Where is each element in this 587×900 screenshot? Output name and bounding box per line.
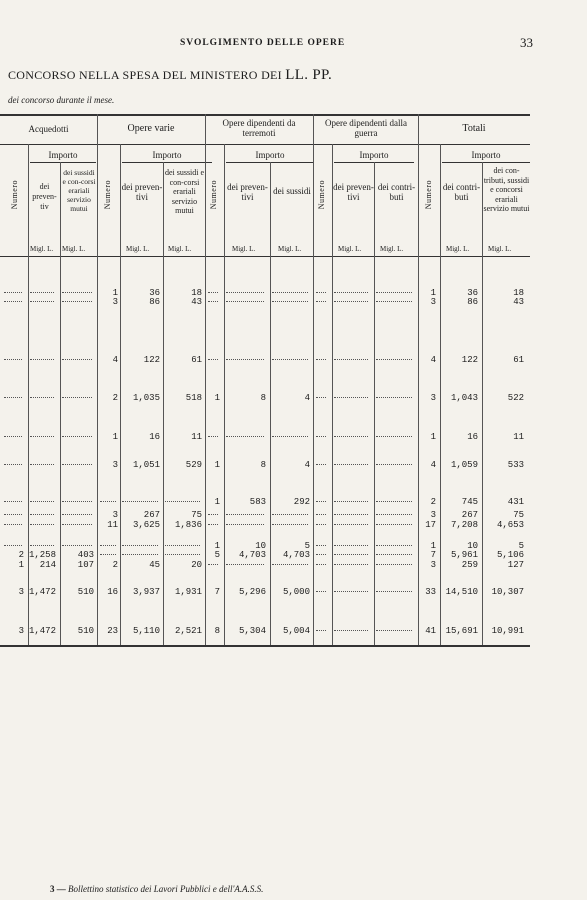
dot-leader [334, 359, 368, 360]
cell-tot-c: 14,510 [445, 587, 478, 597]
dot-leader [376, 630, 412, 631]
dot-leader [334, 397, 368, 398]
dot-leader [226, 564, 264, 565]
table-row [0, 520, 530, 532]
cell-tot-c: 15,691 [445, 626, 478, 636]
dot-leader [30, 301, 54, 302]
cell-tot-n: 1 [430, 541, 436, 551]
cell-tot-n: 3 [430, 560, 436, 570]
dot-leader [334, 591, 368, 592]
footer-page-ref: 3 — [50, 884, 66, 894]
numero-acq: Numero [10, 180, 19, 210]
dot-leader [62, 359, 92, 360]
dot-leader [62, 436, 92, 437]
cell-var-n: 2 [112, 393, 118, 403]
unit-ter-s: Migl. L. [278, 245, 302, 253]
cell-ter-s: 5,004 [282, 626, 310, 636]
cell-tot-c: 86 [467, 297, 478, 307]
cell-var-s: 518 [185, 393, 202, 403]
dot-leader [62, 464, 92, 465]
cell-tot-s: 533 [507, 460, 524, 470]
cell-var-s: 61 [191, 355, 202, 365]
cell-var-n: 11 [107, 520, 118, 530]
dot-leader [62, 397, 92, 398]
dot-leader [272, 524, 308, 525]
dot-leader [334, 301, 368, 302]
cell-var-p: 5,110 [132, 626, 160, 636]
unit-var-p: Migl. L. [126, 245, 150, 253]
dot-leader [62, 545, 92, 546]
dot-leader [30, 501, 54, 502]
cell-var-s: 43 [191, 297, 202, 307]
cell-acq-s: 107 [77, 560, 94, 570]
cell-tot-n: 3 [430, 297, 436, 307]
cell-tot-c: 36 [467, 288, 478, 298]
cell-tot-n: 3 [430, 510, 436, 520]
dot-leader [272, 292, 308, 293]
dot-leader [316, 301, 326, 302]
dot-leader [4, 436, 22, 437]
running-title: SVOLGIMENTO DELLE OPERE [180, 38, 346, 48]
dot-leader [100, 554, 116, 555]
page-number: 33 [520, 35, 533, 50]
dot-leader [4, 514, 22, 515]
unit-tot-s: Migl. L. [488, 245, 512, 253]
cell-ter-s: 4,703 [282, 550, 310, 560]
cell-tot-s: 127 [507, 560, 524, 570]
cell-ter-p: 5,304 [238, 626, 266, 636]
dot-leader [376, 564, 412, 565]
cell-tot-n: 33 [425, 587, 436, 597]
dot-leader [165, 501, 200, 502]
sub-acq-suss: dei sussidi e con-corsi erariali servizio mutui [62, 168, 96, 213]
dot-leader [30, 545, 54, 546]
dot-leader [208, 564, 218, 565]
dot-leader [4, 501, 22, 502]
dot-leader [165, 545, 200, 546]
cell-var-s: 1,931 [174, 587, 202, 597]
dot-leader [226, 359, 264, 360]
dot-leader [4, 301, 22, 302]
cell-ter-s: 4 [304, 393, 310, 403]
numero-ter: Numero [209, 180, 218, 210]
numero-tot: Numero [424, 180, 433, 210]
cell-tot-s: 75 [513, 510, 524, 520]
dot-leader [4, 292, 22, 293]
dot-leader [4, 545, 22, 546]
table-row [0, 393, 530, 405]
importo-ter: Importo [255, 150, 285, 160]
importo-rule-var [122, 162, 212, 163]
dot-leader [316, 554, 326, 555]
unit-gue-p: Migl. L. [338, 245, 362, 253]
dot-leader [30, 292, 54, 293]
dot-leader [30, 514, 54, 515]
dot-leader [334, 501, 368, 502]
importo-rule-tot [442, 162, 530, 163]
group-guerra: Opere dipendenti dalla guerra [325, 118, 407, 138]
dot-leader [376, 397, 412, 398]
cell-tot-n: 2 [430, 497, 436, 507]
importo-tot: Importo [471, 150, 501, 160]
dot-leader [316, 359, 326, 360]
dot-leader [334, 436, 368, 437]
sub-acq-prev: dei preven-tiv [32, 182, 57, 211]
dot-leader [376, 524, 412, 525]
dot-leader [100, 501, 116, 502]
cell-var-s: 2,521 [174, 626, 202, 636]
unit-var-s: Migl. L. [168, 245, 192, 253]
cell-var-n: 16 [107, 587, 118, 597]
cell-ter-n: 7 [214, 587, 220, 597]
cell-acq-p: 214 [39, 560, 56, 570]
numero-var: Numero [103, 180, 112, 210]
cell-ter-s: 4 [304, 460, 310, 470]
group-opere-varie: Opere varie [127, 123, 175, 134]
cell-var-n: 3 [112, 510, 118, 520]
cell-var-n: 1 [112, 288, 118, 298]
cell-tot-c: 259 [461, 560, 478, 570]
cell-acq-s: 510 [77, 587, 94, 597]
cell-var-p: 3,625 [132, 520, 160, 530]
cell-var-s: 1,836 [174, 520, 202, 530]
cell-var-p: 45 [149, 560, 160, 570]
cell-ter-p: 8 [260, 393, 266, 403]
dot-leader [316, 524, 326, 525]
page-footer [50, 884, 263, 894]
sub-ter-suss: dei sussidi [273, 186, 311, 196]
dot-leader [334, 464, 368, 465]
dot-leader [334, 630, 368, 631]
cell-var-s: 529 [185, 460, 202, 470]
sub-tot-suss: dei con-tributi, sussidi e concorsi erariali servizio mutui [483, 166, 530, 213]
dot-leader [62, 501, 92, 502]
cell-tot-s: 11 [513, 432, 524, 442]
dot-leader [30, 397, 54, 398]
cell-ter-n: 8 [214, 626, 220, 636]
table-bottom-rule [0, 645, 530, 647]
cell-ter-n: 1 [214, 541, 220, 551]
dot-leader [376, 554, 412, 555]
cell-acq-n: 3 [18, 626, 24, 636]
table-row [0, 560, 530, 572]
cell-acq-p: 1,472 [28, 626, 56, 636]
dot-leader [334, 564, 368, 565]
running-head [0, 35, 587, 52]
dot-leader [208, 514, 218, 515]
cell-var-p: 122 [143, 355, 160, 365]
dot-leader [62, 301, 92, 302]
importo-acq: Importo [48, 150, 78, 160]
dot-leader [30, 524, 54, 525]
cell-ter-p: 10 [255, 541, 266, 551]
dot-leader [316, 630, 326, 631]
cell-tot-c: 5,961 [450, 550, 478, 560]
group-header-rule [0, 144, 530, 145]
section-title-big: LL. PP. [285, 67, 332, 83]
cell-var-s: 11 [191, 432, 202, 442]
dot-leader [208, 292, 218, 293]
unit-acq-s: Migl. L. [62, 245, 86, 253]
cell-tot-c: 267 [461, 510, 478, 520]
dot-leader [272, 514, 308, 515]
dot-leader [334, 514, 368, 515]
dot-leader [62, 524, 92, 525]
table-row [0, 497, 530, 509]
dot-leader [62, 514, 92, 515]
dot-leader [376, 464, 412, 465]
dot-leader [226, 514, 264, 515]
dot-leader [226, 292, 264, 293]
section-title [8, 67, 332, 84]
cell-tot-c: 745 [461, 497, 478, 507]
cell-var-p: 1,051 [132, 460, 160, 470]
group-acquedotti: Acquedotti [28, 124, 69, 134]
dot-leader [376, 436, 412, 437]
dot-leader [316, 464, 326, 465]
cell-tot-s: 10,991 [491, 626, 524, 636]
sub-tot-contr: dei contri-buti [442, 182, 481, 202]
dot-leader [272, 301, 308, 302]
sub-gue-prev: dei preven-tivi [333, 182, 374, 202]
cell-tot-c: 7,208 [450, 520, 478, 530]
cell-ter-p: 5,296 [238, 587, 266, 597]
sub-var-prev: dei preven-tivi [121, 182, 163, 202]
importo-gue: Importo [359, 150, 389, 160]
dot-leader [334, 524, 368, 525]
cell-var-s: 18 [191, 288, 202, 298]
cell-acq-p: 1,472 [28, 587, 56, 597]
section-title-small: CONCORSO NELLA SPESA DEL MINISTERO DEI [8, 68, 282, 82]
cell-ter-n: 5 [214, 550, 220, 560]
dot-leader [62, 292, 92, 293]
dot-leader [30, 359, 54, 360]
dot-leader [4, 464, 22, 465]
cell-acq-s: 510 [77, 626, 94, 636]
importo-var: Importo [152, 150, 182, 160]
cell-tot-n: 41 [425, 626, 436, 636]
cell-ter-n: 1 [214, 460, 220, 470]
dot-leader [376, 292, 412, 293]
cell-acq-n: 2 [18, 550, 24, 560]
table-row [0, 432, 530, 444]
dot-leader [208, 524, 218, 525]
cell-var-n: 2 [112, 560, 118, 570]
cell-var-p: 3,937 [132, 587, 160, 597]
dot-leader [272, 359, 308, 360]
cell-acq-n: 1 [18, 560, 24, 570]
cell-tot-s: 431 [507, 497, 524, 507]
dot-leader [122, 554, 158, 555]
cell-tot-s: 61 [513, 355, 524, 365]
header-bottom-rule [0, 256, 530, 257]
cell-tot-c: 1,043 [450, 393, 478, 403]
table-row [0, 587, 530, 599]
dot-leader [316, 514, 326, 515]
cell-tot-c: 16 [467, 432, 478, 442]
unit-acq-p: Migl. L. [30, 245, 54, 253]
cell-tot-s: 18 [513, 288, 524, 298]
cell-var-s: 75 [191, 510, 202, 520]
dot-leader [100, 545, 116, 546]
unit-ter-p: Migl. L. [232, 245, 256, 253]
cell-tot-n: 1 [430, 288, 436, 298]
unit-gue-c: Migl. L. [380, 245, 404, 253]
dot-leader [208, 301, 218, 302]
dot-leader [316, 292, 326, 293]
dot-leader [316, 591, 326, 592]
cell-ter-p: 8 [260, 460, 266, 470]
dot-leader [376, 301, 412, 302]
dot-leader [376, 514, 412, 515]
dot-leader [165, 554, 200, 555]
dot-leader [30, 436, 54, 437]
cell-var-p: 36 [149, 288, 160, 298]
cell-tot-s: 43 [513, 297, 524, 307]
dot-leader [272, 564, 308, 565]
group-totali: Totali [462, 123, 486, 134]
sub-var-suss: dei sussidi e con-corsi erariali servizio mutui [164, 168, 205, 215]
dot-leader [208, 436, 218, 437]
importo-rule-acq [30, 162, 96, 163]
cell-tot-s: 5 [518, 541, 524, 551]
dot-leader [316, 564, 326, 565]
cell-tot-n: 4 [430, 355, 436, 365]
dot-leader [122, 545, 158, 546]
cell-tot-n: 3 [430, 393, 436, 403]
dot-leader [316, 501, 326, 502]
dot-leader [272, 436, 308, 437]
dot-leader [4, 359, 22, 360]
cell-tot-c: 10 [467, 541, 478, 551]
dot-leader [376, 501, 412, 502]
cell-var-s: 20 [191, 560, 202, 570]
cell-var-p: 1,035 [132, 393, 160, 403]
sub-ter-prev: dei preven-tivi [227, 182, 268, 202]
dot-leader [316, 545, 326, 546]
cell-ter-n: 1 [214, 497, 220, 507]
dot-leader [226, 301, 264, 302]
cell-ter-n: 1 [214, 393, 220, 403]
cell-var-p: 86 [149, 297, 160, 307]
cell-tot-n: 4 [430, 460, 436, 470]
cell-var-n: 4 [112, 355, 118, 365]
cell-ter-p: 583 [249, 497, 266, 507]
cell-tot-c: 122 [461, 355, 478, 365]
group-terremoti: Opere dipendenti da terremoti [222, 118, 296, 138]
cell-var-n: 3 [112, 297, 118, 307]
table-row [0, 355, 530, 367]
dot-leader [376, 359, 412, 360]
footer-text: Bollettino statistico dei Lavori Pubblici e dell'A.A.S.S. [68, 884, 264, 894]
cell-tot-n: 17 [425, 520, 436, 530]
dot-leader [4, 397, 22, 398]
cell-acq-n: 3 [18, 587, 24, 597]
dot-leader [226, 524, 264, 525]
cell-var-n: 1 [112, 432, 118, 442]
dot-leader [334, 554, 368, 555]
cell-tot-s: 10,307 [491, 587, 524, 597]
cell-tot-n: 7 [430, 550, 436, 560]
cell-var-n: 23 [107, 626, 118, 636]
table-top-rule [0, 114, 530, 116]
cell-tot-c: 1,059 [450, 460, 478, 470]
cell-tot-s: 5,106 [496, 550, 524, 560]
dot-leader [376, 545, 412, 546]
dot-leader [30, 464, 54, 465]
dot-leader [122, 501, 158, 502]
cell-var-p: 267 [143, 510, 160, 520]
dot-leader [334, 545, 368, 546]
cell-acq-p: 1,258 [28, 550, 56, 560]
table-row [0, 460, 530, 472]
dot-leader [4, 524, 22, 525]
numero-gue: Numero [317, 180, 326, 210]
cell-var-p: 16 [149, 432, 160, 442]
cell-ter-s: 5,000 [282, 587, 310, 597]
cell-ter-s: 5 [304, 541, 310, 551]
table-row [0, 297, 530, 309]
sub-gue-contr: dei contri-buti [377, 182, 416, 202]
dot-leader [226, 436, 264, 437]
cell-ter-p: 4,703 [238, 550, 266, 560]
cell-var-n: 3 [112, 460, 118, 470]
dot-leader [334, 292, 368, 293]
cell-tot-s: 522 [507, 393, 524, 403]
table-row [0, 626, 530, 638]
cell-ter-s: 292 [293, 497, 310, 507]
dot-leader [316, 397, 326, 398]
dot-leader [316, 436, 326, 437]
section-subtitle: dei concorso durante il mese. [8, 95, 115, 105]
cell-tot-s: 4,653 [496, 520, 524, 530]
cell-tot-n: 1 [430, 432, 436, 442]
cell-acq-s: 403 [77, 550, 94, 560]
unit-tot-c: Migl. L. [446, 245, 470, 253]
dot-leader [208, 359, 218, 360]
dot-leader [376, 591, 412, 592]
